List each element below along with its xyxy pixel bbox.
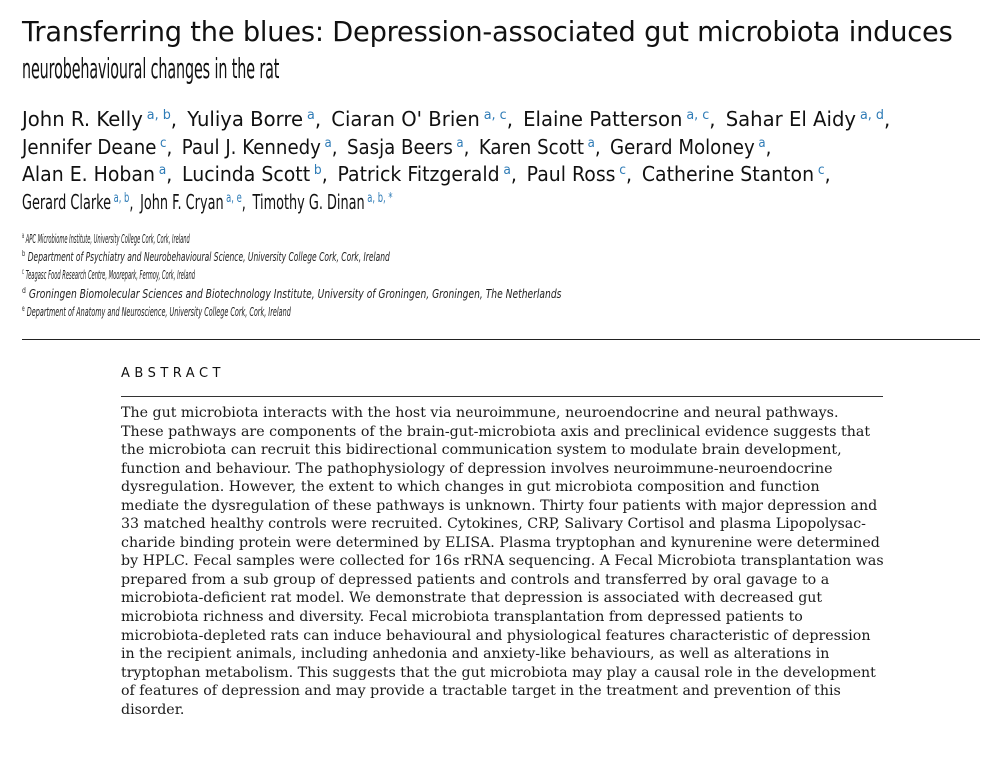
abstract-line: by HPLC. Fecal samples were collected for 16s rRNA sequencing. A Fecal Microbiota transplantation was: [121, 553, 884, 570]
abstract-line: The gut microbiota interacts with the host via neuroimmune, neuroendocrine and neural pathways.: [121, 405, 839, 421]
author-separator: ,: [321, 162, 328, 186]
abstract-line: charide binding protein were determined by ELISA. Plasma tryptophan and kynurenine were determined: [121, 534, 880, 551]
author-separator: ,: [463, 134, 470, 159]
author-name: Sahar El Aidy: [725, 107, 857, 131]
header-divider: [22, 339, 980, 340]
author-name: Timothy G. Dinan: [252, 189, 365, 214]
author-separator: ,: [709, 107, 716, 131]
author-line: [22, 189, 646, 217]
author-name: Catherine Stanton: [641, 162, 815, 186]
author-name: John R. Kelly: [22, 107, 143, 131]
author-separator: ,: [129, 189, 134, 214]
affiliation-superscript[interactable]: b: [313, 163, 322, 178]
author-separator: ,: [314, 107, 322, 131]
author-separator: ,: [626, 162, 633, 186]
affiliation-text: Department of Psychiatry and Neurobehavioural Science, University College Cork, Cork, Ireland: [27, 250, 390, 265]
affiliation-mark: d: [22, 285, 26, 295]
affiliation-item: [22, 285, 754, 303]
author-separator: ,: [594, 134, 601, 159]
affiliation-superscript[interactable]: a: [158, 163, 167, 178]
author-line: [22, 106, 974, 134]
abstract-line: microbiota richness and diversity. Fecal microbiota transplantation from depressed patients to: [121, 609, 803, 626]
author-separator: ,: [166, 134, 173, 159]
abstract-line: These pathways are components of the brain-gut-microbiota axis and preclinical evidence suggests that: [121, 423, 871, 440]
affiliation-mark: b: [22, 249, 26, 259]
abstract-divider: [121, 396, 883, 397]
affiliation-superscript[interactable]: a: [758, 135, 766, 151]
article-title: [22, 14, 987, 88]
author-name: Sasja Beers: [346, 134, 453, 159]
author-separator: ,: [506, 107, 513, 131]
author-separator: ,: [765, 134, 772, 159]
abstract-line: function and behaviour. The pathophysiology of depression involves neuroimmune-neuroendocrine: [121, 460, 833, 477]
abstract-heading: ABSTRACT: [121, 366, 225, 381]
affiliation-mark: e: [22, 303, 25, 313]
author-name: Paul J. Kennedy: [181, 134, 321, 159]
affiliation-superscript[interactable]: a: [307, 108, 315, 123]
affiliation-text: Groningen Biomolecular Sciences and Biotechnology Institute, University of Groningen, Groningen, The Netherlands: [28, 286, 562, 301]
author-name: Ciaran O' Brien: [331, 107, 480, 131]
affiliation-superscript[interactable]: a, d: [859, 108, 884, 123]
author-name: Paul Ross: [526, 162, 616, 186]
abstract-body: [121, 404, 885, 719]
affiliation-superscript[interactable]: a: [503, 163, 511, 178]
author-separator: ,: [166, 162, 173, 186]
affiliation-list: [22, 230, 982, 321]
author-line: [22, 161, 938, 189]
author-name: Gerard Moloney: [610, 134, 755, 159]
affiliation-text: Department of Anatomy and Neuroscience, University College Cork, Cork, Ireland: [26, 304, 291, 319]
author-separator: ,: [824, 162, 831, 186]
affiliation-superscript[interactable]: c: [817, 163, 825, 178]
affiliation-superscript[interactable]: c: [160, 135, 167, 151]
abstract-line: microbiota-deficient rat model. We demonstrate that depression is associated with decreased gut: [121, 590, 823, 607]
abstract-line: dysregulation. However, the extent to which changes in gut microbiota composition and function: [121, 479, 820, 496]
affiliation-superscript[interactable]: a: [587, 135, 595, 151]
author-name: Patrick Fitzgerald: [337, 162, 500, 186]
affiliation-text: APC Microbiome Institute, University College Cork, Cork, Ireland: [25, 232, 190, 246]
abstract-line: of features of depression and may provide a tractable target in the treatment and prevention of this: [121, 683, 841, 700]
affiliation-item: [22, 230, 432, 248]
author-line: [22, 134, 903, 162]
author-name: John F. Cryan: [140, 189, 224, 214]
affiliation-superscript[interactable]: a: [456, 135, 464, 151]
affiliation-item: [22, 266, 435, 284]
affiliation-superscript[interactable]: a, e: [226, 190, 242, 206]
author-name: Alan E. Hoban: [22, 162, 155, 186]
author-name: Gerard Clarke: [22, 189, 112, 214]
affiliation-mark: a: [22, 231, 25, 240]
affiliation-superscript[interactable]: a, b: [113, 190, 130, 206]
author-name: Jennifer Deane: [22, 134, 157, 159]
abstract-line: mediate the dysregulation of these pathways is unknown. Thirty four patients with major depression and: [121, 497, 878, 514]
title-line: Transferring the blues: Depression-associated gut microbiota induces: [22, 16, 953, 48]
affiliation-mark: c: [22, 267, 24, 277]
affiliation-superscript[interactable]: a, b, *: [367, 190, 393, 206]
abstract-line: 33 matched healthy controls were recruited. Cytokines, CRP, Salivary Cortisol and plasma Lipopolysac-: [121, 516, 866, 533]
author-separator: ,: [883, 107, 891, 131]
author-name: Elaine Patterson: [523, 107, 683, 131]
abstract-line: the microbiota can recruit this bidirectional communication system to modulate brain development,: [121, 442, 842, 459]
abstract-line: tryptophan metabolism. This suggests that the gut microbiota may play a causal role in the development: [121, 664, 876, 681]
author-list: [22, 106, 992, 216]
author-name: Karen Scott: [478, 134, 584, 159]
author-name: Lucinda Scott: [182, 162, 311, 186]
affiliation-item: [22, 303, 539, 321]
affiliation-superscript[interactable]: a, b: [146, 108, 171, 123]
author-separator: ,: [241, 189, 246, 214]
title-line: neurobehavioural changes in the rat: [22, 53, 280, 85]
author-separator: ,: [331, 134, 338, 159]
affiliation-superscript[interactable]: a, c: [686, 108, 710, 123]
affiliation-superscript[interactable]: c: [619, 163, 627, 178]
abstract-line: prepared from a sub group of depressed patients and controls and transferred by oral gavage to a: [121, 571, 830, 588]
affiliation-text: Teagasc Food Research Centre, Moorepark, Fermoy, Cork, Ireland: [25, 268, 196, 283]
abstract-line: in the recipient animals, including anhedonia and anxiety-like behaviours, as well as alterations in: [121, 646, 830, 663]
affiliation-superscript[interactable]: a: [324, 135, 332, 151]
author-separator: ,: [170, 107, 178, 131]
abstract-line: microbiota-depleted rats can induce behavioural and physiological features characteristic of depression: [121, 627, 871, 644]
author-separator: ,: [510, 162, 517, 186]
affiliation-item: [22, 248, 627, 266]
affiliation-superscript[interactable]: a, c: [483, 108, 507, 123]
abstract-line: disorder.: [121, 701, 185, 718]
author-name: Yuliya Borre: [187, 107, 304, 131]
